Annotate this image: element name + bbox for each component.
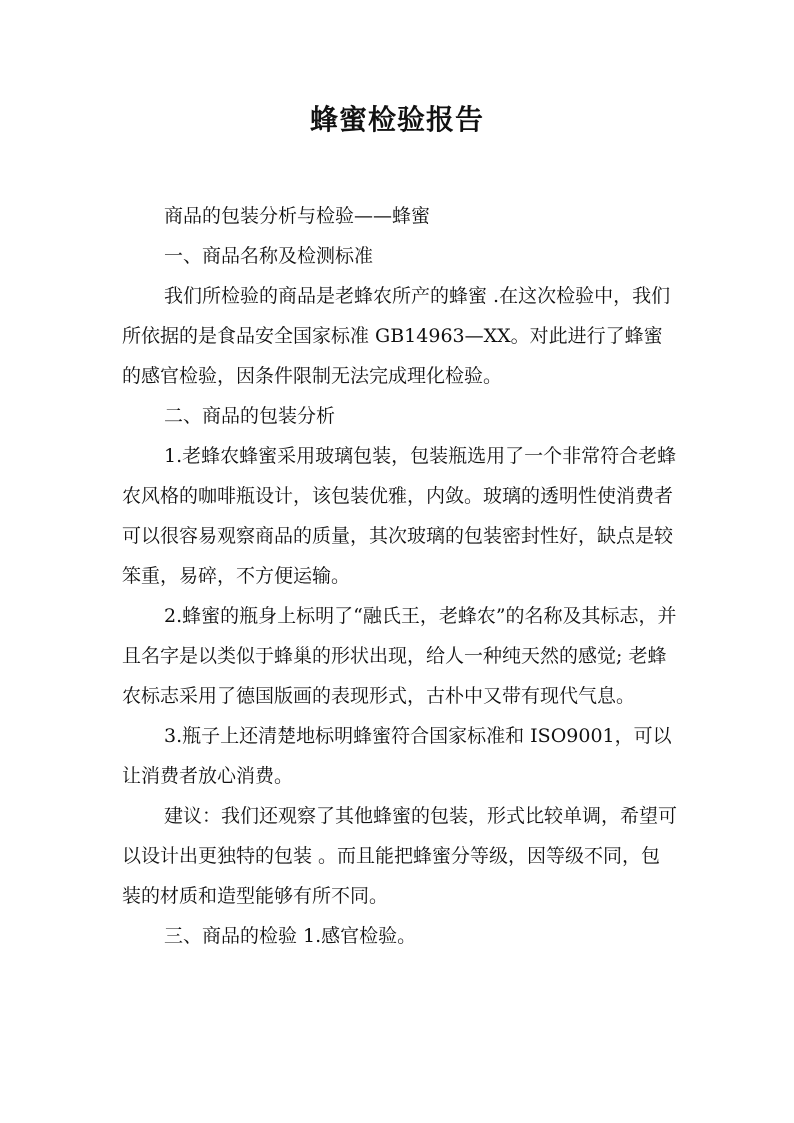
- section-heading-1: 一、商品名称及检测标准: [164, 245, 374, 267]
- document-title: 蜂蜜检验报告: [309, 103, 484, 136]
- paragraph-inspection-standard: 我们所检验的商品是老蜂农所产的蜂蜜 .在这次检验中，我们所依据的是食品安全国家标准 GB14963—XX。对此进行了蜂蜜的感官检验，因条件限制无法完成理化检验。: [122, 285, 671, 387]
- section-heading-2: 二、商品的包装分析: [164, 405, 336, 427]
- document-body: [122, 196, 678, 956]
- paragraph-suggestion: 建议：我们还观察了其他蜂蜜的包装，形式比较单调，希望可以设计出更独特的包装 。而且能把蜂蜜分等级，因等级不同，包装的材质和造型能够有所不同。: [122, 805, 678, 907]
- paragraph-packaging-3: 3.瓶子上还清楚地标明蜂蜜符合国家标准和 ISO9001，可以让消费者放心消费。: [122, 725, 672, 787]
- section-heading-3: 三、商品的检验 1.感官检验。: [164, 925, 417, 947]
- paragraph-packaging-1: 1.老蜂农蜂蜜采用玻璃包装，包装瓶选用了一个非常符合老蜂农风格的咖啡瓶设计，该包装优雅，内敛。玻璃的透明性使消费者可以很容易观察商品的质量，其次玻璃的包装密封性好，缺点是较笨重，易碎，不方便运输。: [122, 445, 677, 587]
- paragraph-subtitle: 商品的包装分析与检验——蜂蜜: [164, 205, 431, 227]
- paragraph-packaging-2: 2.蜂蜜的瓶身上标明了“融氏王，老蜂农”的名称及其标志，并且名字是以类似于蜂巢的形状出现，给人一种纯天然的感觉; 老蜂农标志采用了德国版画的表现形式，古朴中又带有现代气息。: [122, 605, 677, 707]
